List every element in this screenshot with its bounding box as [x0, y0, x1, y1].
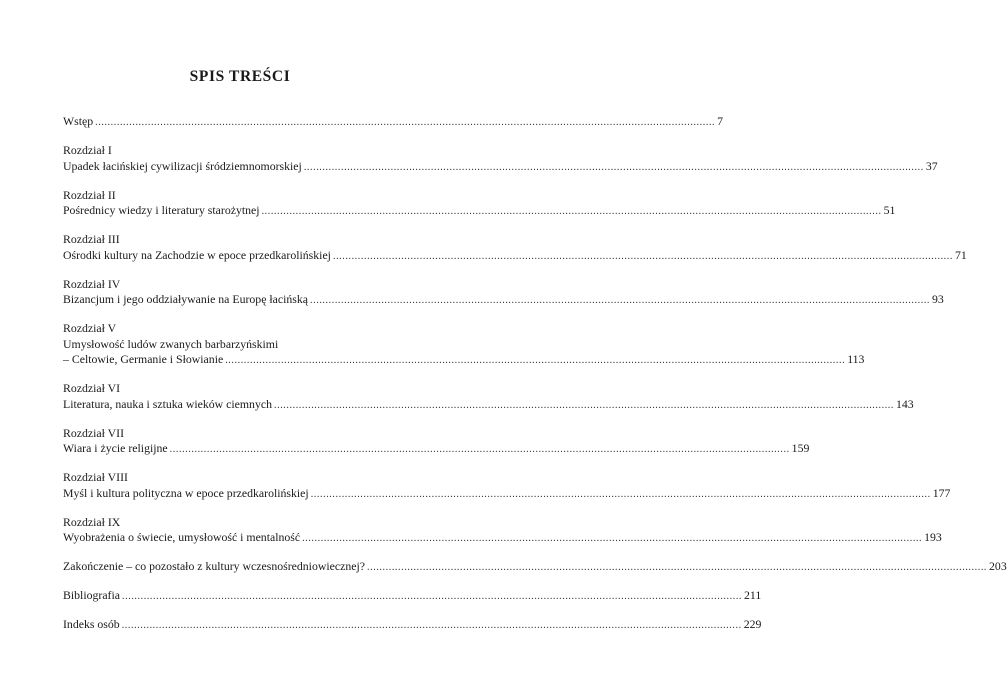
toc-entry	[63, 617, 762, 634]
toc-title: Umysłowość ludów zwanych barbarzyńskimi	[63, 336, 279, 351]
toc-leader-dots: ........................................................................................................................................................................................................	[274, 399, 894, 411]
toc-title: Wyobrażenia o świecie, umysłowość i mentalność	[63, 530, 301, 544]
toc-page-number: 203	[989, 559, 1007, 573]
toc-line	[63, 485, 951, 503]
toc-page-number: 51	[883, 203, 896, 217]
toc-leader-dots: ........................................................................................................................................................................................................	[169, 444, 790, 455]
toc-title: Zakończenie – co pozostało z kultury wczesnośredniowiecznej?	[63, 559, 366, 573]
toc-title: Bizancjum i jego oddziaływanie na Europę łacińską	[63, 292, 309, 306]
toc-line	[63, 530, 942, 547]
toc-entry	[63, 143, 938, 175]
toc-line	[63, 396, 914, 414]
toc-page-number: 113	[847, 352, 865, 366]
toc-title: Myśl i kultura polityczna w epoce przedkarolińskiej	[63, 485, 309, 500]
toc-line	[63, 114, 724, 131]
toc-title: Wiara i życie religijne	[63, 441, 168, 455]
toc-leader-dots: ........................................................................................................................................................................................................	[310, 295, 931, 306]
toc-line	[63, 352, 865, 369]
toc-entry	[63, 470, 951, 502]
toc-title: Wstęp	[63, 114, 94, 128]
toc-title: Ośrodki kultury na Zachodzie w epoce przedkarolińskiej	[63, 247, 331, 262]
toc-chapter-label: Rozdział VI	[63, 381, 121, 395]
toc-page-number: 159	[791, 441, 810, 455]
toc-page-number: 37	[925, 158, 938, 173]
toc-chapter-label: Rozdział III	[63, 232, 120, 246]
toc-entry	[63, 276, 944, 309]
toc-chapter-label: Rozdział IV	[63, 276, 121, 291]
toc-entry	[63, 321, 865, 369]
toc-leader-dots: ........................................................................................................................................................................................................	[302, 533, 923, 544]
toc-page-number: 93	[932, 292, 944, 306]
toc-entry	[63, 381, 914, 413]
toc-entry	[63, 187, 896, 220]
toc-page-number: 7	[717, 114, 724, 128]
toc-line	[63, 617, 762, 634]
toc-leader-dots: ........................................................................................................................................................................................................	[261, 206, 882, 217]
toc-entry	[63, 559, 1007, 576]
toc-entry	[63, 114, 724, 131]
toc-chapter-label: Rozdział VII	[63, 425, 125, 440]
toc-chapter-label: Rozdział IX	[63, 514, 121, 529]
toc-leader-dots: ........................................................................................................................................................................................................	[332, 250, 953, 262]
toc-page-number: 71	[954, 247, 967, 262]
toc-entry	[63, 514, 942, 547]
toc-chapter-label: Rozdział V	[63, 321, 117, 335]
toc-title: Indeks osób	[63, 617, 120, 631]
toc-entry	[63, 425, 810, 458]
toc-page-number: 229	[743, 617, 762, 631]
toc-leader-dots: ........................................................................................................................................................................................................	[310, 488, 931, 500]
toc-leader-dots: ........................................................................................................................................................................................................	[122, 591, 743, 602]
toc-line	[63, 559, 1007, 576]
toc-title: Pośrednicy wiedzy i literatury starożytnej	[63, 203, 260, 217]
toc-entry	[63, 232, 967, 264]
toc-leader-dots: ........................................................................................................................................................................................................	[95, 117, 716, 128]
toc-page-number: 193	[924, 530, 942, 544]
page-title: SPIS TREŚCI	[189, 68, 291, 85]
toc-page-number: 143	[896, 396, 914, 411]
toc-chapter-label: Rozdział VIII	[63, 470, 128, 484]
toc-line	[63, 158, 938, 176]
toc-line	[63, 203, 896, 220]
table-of-contents	[63, 114, 1007, 646]
toc-leader-dots: ........................................................................................................................................................................................................	[367, 562, 988, 573]
toc-line	[63, 441, 810, 458]
toc-leader-dots: ........................................................................................................................................................................................................	[225, 355, 846, 366]
toc-page-number: 211	[744, 588, 762, 602]
toc-chapter-label: Rozdział I	[63, 143, 112, 157]
toc-title: Bibliografia	[63, 588, 121, 602]
toc-title: Literatura, nauka i sztuka wieków ciemnych	[63, 396, 272, 411]
toc-line	[63, 337, 411, 353]
toc-entry	[63, 588, 762, 605]
toc-line	[63, 588, 762, 605]
toc-chapter-label: Rozdział II	[63, 187, 116, 202]
toc-line	[63, 292, 944, 309]
toc-title: – Celtowie, Germanie i Słowianie	[63, 352, 224, 366]
toc-line	[63, 247, 967, 265]
toc-leader-dots: ........................................................................................................................................................................................................	[121, 620, 742, 631]
toc-page-number: 177	[932, 485, 951, 500]
toc-leader-dots: ........................................................................................................................................................................................................	[303, 161, 924, 173]
toc-title: Upadek łacińskiej cywilizacji śródziemnomorskiej	[63, 158, 302, 173]
